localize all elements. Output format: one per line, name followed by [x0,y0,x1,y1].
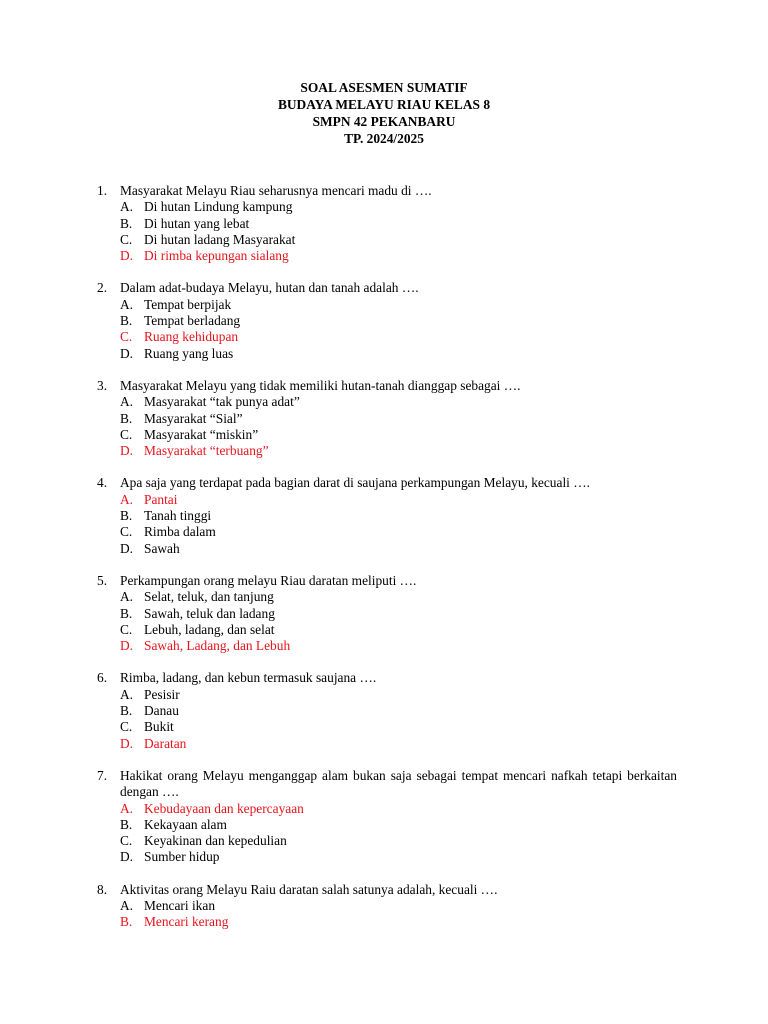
answer-option [120,687,677,703]
option-text: Di rimba kepungan sialang [144,248,289,264]
answer-option [120,719,677,735]
option-letter: D. [120,345,134,361]
answer-option [120,849,677,865]
question-item [97,882,677,931]
question-item [97,378,677,459]
option-text: Ruang yang luas [144,345,234,361]
header-subject: BUDAYA MELAYU RIAU KELAS 8 [277,97,491,112]
answer-option [120,232,677,248]
option-letter: B. [120,313,133,329]
answer-option [120,313,677,329]
option-letter: B. [120,605,133,621]
question-number: 3. [97,377,108,393]
answer-option [120,199,677,215]
option-text: Di hutan ladang Masyarakat [144,231,296,247]
option-text: Sawah [144,540,180,556]
option-text: Di hutan yang lebat [144,215,250,231]
option-text: Kebudayaan dan kepercayaan [144,800,304,816]
header-school-year: TP. 2024/2025 [344,131,424,146]
question-text: Dalam adat-budaya Melayu, hutan dan tanah adalah …. [120,280,419,296]
option-text: Rimba dalam [144,524,216,540]
option-letter: C. [120,329,133,345]
question-number: 8. [97,881,108,897]
option-text: Kekayaan alam [144,816,227,832]
option-letter: D. [120,443,134,459]
option-letter: A. [120,589,134,605]
answer-option [120,394,677,410]
option-text: Masyarakat “terbuang” [144,443,269,459]
answer-option [120,427,677,443]
option-text: Sawah, Ladang, dan Lebuh [144,638,291,654]
question-number: 6. [97,670,108,686]
option-text: Tempat berpijak [144,296,232,312]
option-text: Sumber hidup [144,849,220,865]
option-letter: A. [120,897,134,913]
document-header [0,79,768,147]
option-letter: B. [120,508,133,524]
option-text: Masyarakat “Sial” [144,410,243,426]
option-letter: B. [120,816,133,832]
answer-option-correct [120,443,677,459]
answer-option-correct [120,248,677,264]
option-letter: A. [120,491,134,507]
question-text: Hakikat orang Melayu menganggap alam bukan saja sebagai tempat mencari nafkah tetapi berkaitan dengan …. [120,767,677,800]
option-text: Mencari kerang [144,914,229,930]
option-letter: B. [120,410,133,426]
question-text: Masyarakat Melayu Riau seharusnya mencari madu di …. [120,183,432,198]
option-text: Pesisir [144,686,180,702]
question-number: 2. [97,280,108,296]
answer-option-correct [120,914,677,930]
question-number: 5. [97,572,108,588]
option-text: Di hutan Lindung kampung [144,199,293,215]
question-text: Apa saja yang terdapat pada bagian darat di saujana perkampungan Melayu, kecuali …. [120,475,590,491]
answer-option [120,817,677,833]
question-item [97,475,677,556]
option-list [97,394,677,459]
question-number: 4. [97,475,108,491]
option-letter: D. [120,248,134,264]
answer-option [120,346,677,362]
option-list [97,297,677,362]
question-text: Perkampungan orang melayu Riau daratan meliputi …. [120,572,417,588]
question-text: Masyarakat Melayu yang tidak memiliki hutan-tanah dianggap sebagai …. [120,377,521,393]
option-text: Tempat berladang [144,313,241,329]
question-number: 7. [97,767,108,783]
option-letter: C. [120,621,133,637]
answer-option-correct [120,736,677,752]
question-list [97,183,677,947]
question-number: 1. [97,183,108,198]
option-letter: C. [120,719,133,735]
option-list [97,801,677,866]
option-list [97,898,677,931]
answer-option [120,606,677,622]
option-letter: D. [120,638,134,654]
option-text: Pantai [144,491,178,507]
option-text: Masyarakat “miskin” [144,426,259,442]
option-letter: A. [120,800,134,816]
header-school: SMPN 42 PEKANBARU [312,114,456,129]
question-text: Aktivitas orang Melayu Raiu daratan salah satunya adalah, kecuali …. [120,881,498,897]
option-text: Daratan [144,735,187,751]
option-letter: A. [120,686,134,702]
question-item [97,183,677,264]
question-item [97,670,677,751]
option-letter: B. [120,703,133,719]
option-text: Ruang kehidupan [144,329,239,345]
option-letter: A. [120,199,134,215]
option-letter: D. [120,540,134,556]
option-text: Selat, teluk, dan tanjung [144,589,274,605]
option-text: Lebuh, ladang, dan selat [144,621,275,637]
option-letter: C. [120,833,133,849]
answer-option [120,622,677,638]
option-text: Mencari ikan [144,897,216,913]
option-letter: B. [120,215,133,231]
option-text: Danau [144,703,179,719]
option-letter: C. [120,231,133,247]
answer-option [120,297,677,313]
option-letter: D. [120,735,134,751]
answer-option [120,508,677,524]
answer-option [120,589,677,605]
answer-option [120,216,677,232]
answer-option [120,411,677,427]
question-item [97,280,677,361]
option-list [97,589,677,654]
option-list [97,492,677,557]
option-letter: C. [120,426,133,442]
option-letter: C. [120,524,133,540]
answer-option [120,833,677,849]
answer-option [120,898,677,914]
answer-option-correct [120,638,677,654]
option-letter: B. [120,914,133,930]
option-letter: D. [120,849,134,865]
option-text: Tanah tinggi [144,508,212,524]
option-text: Sawah, teluk dan ladang [144,605,275,621]
answer-option-correct [120,801,677,817]
answer-option [120,541,677,557]
option-text: Keyakinan dan kepedulian [144,833,287,849]
question-text: Rimba, ladang, dan kebun termasuk saujana …. [120,670,377,686]
question-item [97,768,677,866]
header-title: SOAL ASESMEN SUMATIF [300,80,468,95]
option-letter: A. [120,394,134,410]
option-letter: A. [120,296,134,312]
option-list [97,687,677,752]
option-text: Bukit [144,719,174,735]
answer-option-correct [120,329,677,345]
option-list [97,199,677,264]
answer-option [120,703,677,719]
question-item [97,573,677,654]
option-text: Masyarakat “tak punya adat” [144,394,300,410]
answer-option [120,524,677,540]
answer-option-correct [120,492,677,508]
